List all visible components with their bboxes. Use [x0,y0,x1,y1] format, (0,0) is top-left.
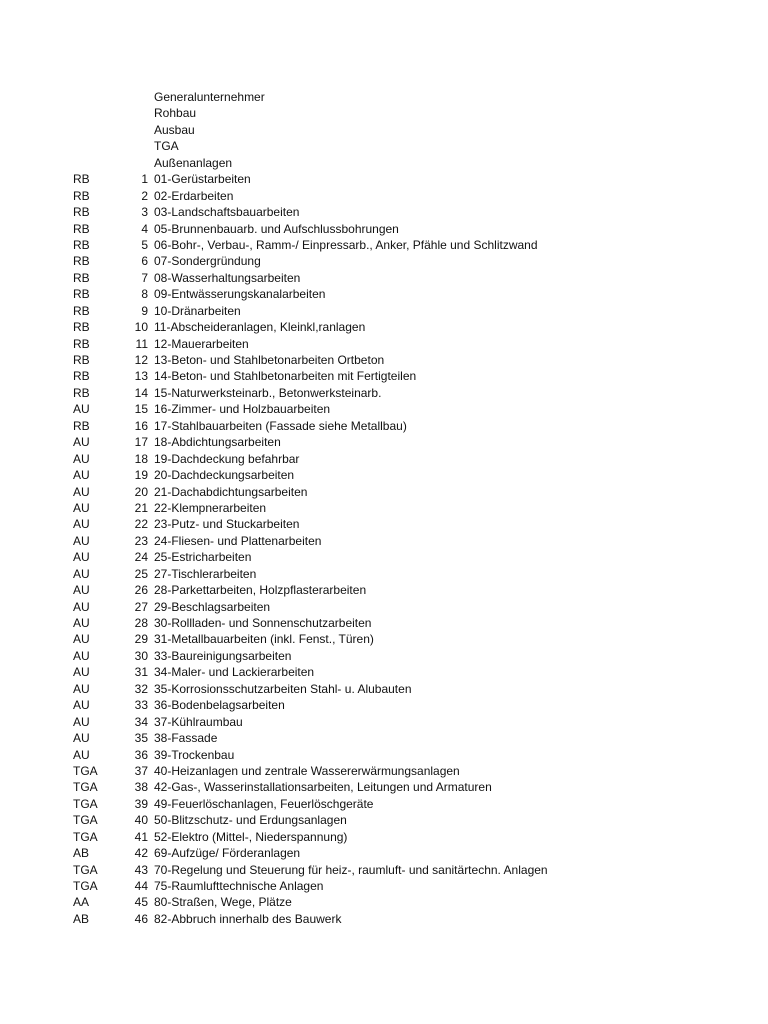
trade-row [0,549,768,565]
trade-number: 30 [134,648,148,663]
trade-description: 08-Wasserhaltungsarbeiten [154,270,301,285]
category-label: Generalunternehmer [154,90,265,104]
trade-description: 28-Parkettarbeiten, Holzpflasterarbeiten [154,583,367,598]
trade-row [0,253,768,269]
trade-code: RB [73,320,90,335]
trade-number: 39 [134,796,148,811]
trade-code: RB [73,385,90,400]
trade-description: 34-Maler- und Lackierarbeiten [154,665,315,680]
trade-code: RB [73,237,90,252]
trade-number: 41 [134,829,148,844]
trade-code: AU [73,583,90,598]
trade-row [0,303,768,319]
trade-number: 13 [134,369,148,384]
category-label: Ausbau [154,122,195,137]
trade-description: 12-Mauerarbeiten [154,336,249,351]
trade-description: 30-Rollladen- und Sonnenschutzarbeiten [154,616,372,630]
trade-description: 01-Gerüstarbeiten [154,172,251,187]
trade-code: AU [73,500,90,515]
trade-code: TGA [73,862,98,877]
trade-number: 29 [134,632,148,647]
trade-number: 17 [134,435,148,450]
trade-row [0,779,768,795]
trade-row [0,171,768,187]
trade-row [0,631,768,647]
trade-description: 35-Korrosionsschutzarbeiten Stahl- u. Alubauten [154,681,412,696]
trade-description: 52-Elektro (Mittel-, Niederspannung) [154,829,348,844]
trade-code: AU [73,681,90,696]
trade-code: RB [73,369,90,384]
trade-code: AU [73,402,90,417]
trade-code: AU [73,468,90,483]
trade-row [0,730,768,746]
trade-row [0,484,768,500]
category-row [0,89,768,105]
trade-row [0,862,768,878]
trade-row [0,286,768,302]
trade-number: 46 [134,911,148,926]
trade-row [0,714,768,730]
trade-number: 26 [134,583,148,598]
trade-number: 27 [134,599,148,614]
category-label: Rohbau [154,106,197,121]
trade-description: 13-Beton- und Stahlbetonarbeiten Ortbeton [154,353,385,367]
trade-row [0,319,768,335]
trade-row [0,894,768,910]
trade-row [0,516,768,532]
trade-number: 34 [134,714,148,729]
trade-description: 36-Bodenbelagsarbeiten [154,698,285,713]
trade-row [0,664,768,680]
trade-row [0,829,768,845]
trade-number: 38 [134,780,148,795]
trade-number: 25 [134,566,148,581]
trade-code: AU [73,747,90,762]
trade-row [0,385,768,401]
trade-description: 23-Putz- und Stuckarbeiten [154,517,300,532]
trade-number: 20 [134,484,148,499]
trade-description: 11-Abscheideranlagen, Kleinkl,ranlagen [154,320,366,335]
trade-code: AB [73,846,90,861]
trade-description: 27-Tischlerarbeiten [154,566,257,581]
trade-description: 06-Bohr-, Verbau-, Ramm-/ Einpressarb., Anker, Pfähle und Schlitzwand [154,237,538,252]
trade-code: RB [73,205,90,220]
trade-number: 11 [135,336,148,351]
trade-number: 8 [141,287,148,302]
spreadsheet-sheet [0,89,768,927]
trade-code: TGA [73,813,98,828]
trade-number: 43 [134,862,148,877]
trade-row [0,204,768,220]
trade-description: 16-Zimmer- und Holzbauarbeiten [154,402,331,417]
trade-code: AU [73,451,90,466]
trade-row [0,911,768,927]
trade-code: AA [73,895,90,910]
trade-number: 22 [134,517,148,532]
trade-code: AU [73,731,90,746]
trade-description: 18-Abdichtungsarbeiten [154,435,281,450]
category-row [0,138,768,154]
trade-code: RB [73,353,90,367]
trade-number: 19 [134,468,148,483]
trade-description: 39-Trockenbau [154,747,235,762]
trade-row [0,599,768,615]
trade-description: 02-Erdarbeiten [154,188,234,203]
trade-code: AU [73,632,90,647]
trade-code: TGA [73,780,98,795]
trade-code: RB [73,254,90,269]
category-row [0,105,768,121]
trade-code: RB [73,418,90,433]
trade-description: 14-Beton- und Stahlbetonarbeiten mit Fertigteilen [154,369,417,384]
trade-description: 22-Klempnerarbeiten [154,500,267,515]
trade-code: AU [73,517,90,532]
trade-row [0,582,768,598]
trade-number: 2 [141,188,148,203]
trade-description: 10-Dränarbeiten [154,303,241,318]
trade-row [0,451,768,467]
trade-number: 33 [134,698,148,713]
trade-number: 36 [134,747,148,762]
trade-number: 3 [141,205,148,220]
trade-description: 15-Naturwerksteinarb., Betonwerksteinarb. [154,385,382,400]
trade-description: 69-Aufzüge/ Förderanlagen [154,846,301,861]
trade-description: 31-Metallbauarbeiten (inkl. Fenst., Türen) [154,632,374,647]
trade-code: AB [73,911,90,926]
trade-number: 45 [134,895,148,910]
trade-description: 70-Regelung und Steuerung für heiz-, raumluft- und sanitärtechn. Anlagen [154,862,548,877]
trade-number: 5 [141,237,148,252]
trade-code: AU [73,533,90,548]
trade-description: 75-Raumlufttechnische Anlagen [154,879,324,893]
trade-code: AU [73,698,90,713]
category-label: TGA [154,139,179,154]
trade-code: RB [73,188,90,203]
trade-number: 14 [134,385,148,400]
trade-code: AU [73,435,90,450]
trade-number: 37 [134,763,148,778]
trade-number: 9 [141,303,148,318]
trade-row [0,648,768,664]
trade-code: AU [73,550,90,565]
trade-row [0,434,768,450]
trade-description: 03-Landschaftsbauarbeiten [154,205,300,220]
trade-description: 29-Beschlagsarbeiten [154,599,271,614]
trade-row [0,352,768,368]
trade-code: RB [73,287,90,302]
trade-row [0,747,768,763]
trade-code: AU [73,484,90,499]
trade-description: 38-Fassade [154,731,218,746]
trade-code: RB [73,172,90,187]
trade-code: TGA [73,829,98,844]
trade-code: TGA [73,796,98,811]
trade-code: AU [73,714,90,729]
trade-description: 09-Entwässerungskanalarbeiten [154,287,326,302]
trade-number: 28 [134,616,148,630]
trade-code: AU [73,616,90,630]
trade-row [0,401,768,417]
trade-number: 42 [134,846,148,861]
trade-row [0,368,768,384]
trade-number: 32 [134,681,148,696]
trade-row [0,418,768,434]
trade-row [0,763,768,779]
category-label: Außenanlagen [154,155,233,170]
trade-row [0,566,768,582]
trade-code: RB [73,336,90,351]
trade-description: 05-Brunnenbauarb. und Aufschlussbohrungen [154,221,399,236]
trade-description: 19-Dachdeckung befahrbar [154,451,300,466]
trade-row [0,533,768,549]
trade-code: TGA [73,763,98,778]
trade-number: 24 [134,550,148,565]
category-row [0,155,768,171]
trade-number: 7 [141,270,148,285]
trade-description: 42-Gas-, Wasserinstallationsarbeiten, Leitungen und Armaturen [154,780,492,795]
trade-number: 23 [134,533,148,548]
trade-description: 37-Kühlraumbau [154,714,243,729]
trade-row [0,336,768,352]
trade-row [0,188,768,204]
trade-number: 44 [134,879,148,893]
trade-row [0,845,768,861]
trade-row [0,878,768,894]
trade-number: 16 [134,418,148,433]
trade-code: AU [73,566,90,581]
trade-row [0,697,768,713]
trade-row [0,237,768,253]
trade-description: 21-Dachabdichtungsarbeiten [154,484,308,499]
trade-number: 18 [134,451,148,466]
trade-number: 31 [134,665,148,680]
trade-description: 17-Stahlbauarbeiten (Fassade siehe Metallbau) [154,418,407,433]
trade-row [0,615,768,631]
trade-row [0,812,768,828]
trade-code: RB [73,221,90,236]
trade-description: 50-Blitzschutz- und Erdungsanlagen [154,813,347,828]
trade-code: AU [73,599,90,614]
trade-code: RB [73,303,90,318]
trade-number: 10 [134,320,148,335]
trade-number: 35 [134,731,148,746]
trade-description: 49-Feuerlöschanlagen, Feuerlöschgeräte [154,796,374,811]
trade-number: 4 [141,221,148,236]
trade-description: 25-Estricharbeiten [154,550,252,565]
trade-description: 07-Sondergründung [154,254,261,269]
trade-description: 33-Baureinigungsarbeiten [154,648,292,663]
trade-row [0,681,768,697]
trade-description: 20-Dachdeckungsarbeiten [154,468,295,483]
trade-description: 40-Heizanlagen und zentrale Wassererwärmungsanlagen [154,763,460,778]
trade-code: TGA [73,879,98,893]
trade-number: 21 [134,500,148,515]
category-row [0,122,768,138]
trade-row [0,221,768,237]
trade-code: AU [73,648,90,663]
trade-number: 40 [134,813,148,828]
trade-description: 82-Abbruch innerhalb des Bauwerk [154,911,342,926]
trade-row [0,500,768,516]
trade-row [0,467,768,483]
trade-row [0,270,768,286]
trade-number: 12 [134,353,148,367]
trade-row [0,796,768,812]
trade-code: AU [73,665,90,680]
trade-number: 15 [134,402,148,417]
trade-number: 1 [141,172,148,187]
trade-code: RB [73,270,90,285]
trade-description: 80-Straßen, Wege, Plätze [154,895,292,910]
trade-number: 6 [141,254,148,269]
trade-description: 24-Fliesen- und Plattenarbeiten [154,533,322,548]
